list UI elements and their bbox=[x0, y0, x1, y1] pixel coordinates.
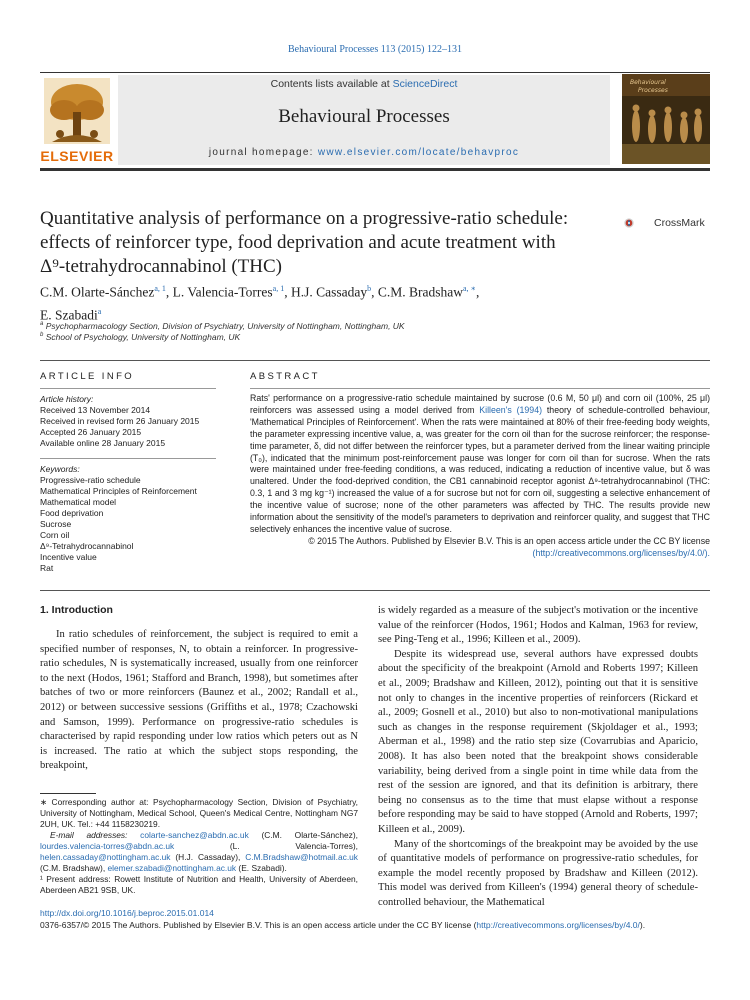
crossmark-icon[interactable] bbox=[624, 207, 654, 239]
intro-left-column bbox=[40, 628, 358, 774]
affiliation-b bbox=[40, 332, 240, 342]
email-link[interactable]: lourdes.valencia-torres@abdn.ac.uk bbox=[40, 841, 175, 851]
abstract-rule bbox=[250, 388, 710, 389]
abstract-heading: ABSTRACT bbox=[250, 371, 320, 382]
affiliation-text: Psychopharmacology Section, Division of Psychiatry, University of Nottingham, Nottingham, UK bbox=[45, 321, 405, 331]
abstract-bottom-rule bbox=[40, 590, 710, 591]
contents-prefix: Contents lists available at bbox=[270, 78, 393, 90]
history-online: Available online 28 January 2015 bbox=[40, 438, 166, 448]
author-affil-marker[interactable]: a bbox=[97, 306, 102, 316]
keyword: Δ⁹-Tetrahydrocannabinol bbox=[40, 541, 134, 551]
history-accepted: Accepted 26 January 2015 bbox=[40, 427, 142, 437]
cc-license-link[interactable]: (http://creativecommons.org/licenses/by/4.0/). bbox=[532, 547, 710, 558]
intro-paragraph: is widely regarded as a measure of the subject's motivation or the incentive value of the reinforcer (Hodos, 1961; Hodos and Kalman, 1963 for review, see Ping-Teng et al., 1996; Killeen et al., 2009). bbox=[378, 605, 698, 646]
header-rule-top bbox=[40, 72, 710, 73]
history-received: Received 13 November 2014 bbox=[40, 405, 151, 415]
author-name[interactable]: E. Szabadi bbox=[40, 307, 98, 322]
intro-right-column bbox=[378, 604, 698, 910]
keywords-label: Keywords: bbox=[40, 464, 80, 474]
title-line-3: Δ⁹-tetrahydrocannabinol (THC) bbox=[40, 256, 283, 277]
affiliation-text: School of Psychology, University of Nottingham, UK bbox=[45, 332, 241, 342]
header-separator bbox=[40, 360, 710, 361]
homepage-prefix: journal homepage: bbox=[208, 147, 318, 158]
affiliation-marker: b bbox=[40, 332, 44, 339]
issn-license-line bbox=[40, 920, 720, 930]
journal-homepage-line bbox=[118, 147, 610, 158]
email-owner: (E. Szabadi). bbox=[236, 863, 287, 873]
article-history bbox=[40, 394, 216, 449]
abstract-body bbox=[250, 393, 710, 560]
journal-citation[interactable]: Behavioural Processes 113 (2015) 122–131 bbox=[287, 44, 463, 55]
crossmark-label[interactable]: CrossMark bbox=[654, 217, 705, 229]
keywords-list bbox=[40, 464, 216, 574]
journal-cover-image[interactable] bbox=[622, 74, 710, 164]
email-link[interactable]: elemer.szabadi@nottingham.ac.uk bbox=[107, 863, 237, 873]
title-line-2: effects of reinforcer type, food deprivation and acute treatment with bbox=[40, 232, 556, 253]
author-affil-marker[interactable]: a, 1 bbox=[272, 284, 285, 293]
present-address-note: ¹ Present address: Rowett Institute of Nutrition and Health, University of Aberdeen, Aberdeen AB21 9SB, UK. bbox=[40, 874, 358, 895]
keyword: Incentive value bbox=[40, 552, 97, 562]
abstract-paragraph bbox=[250, 393, 710, 536]
intro-paragraph: In ratio schedules of reinforcement, the subject is required to emit a specified number of responses, N, to obtain a reinforcer. In progressive-ratio schedules, N is systematically increased, usually from one reinforcer to the next (Hodos, 1961; Stafford and Branch, 1998), but sometimes after batches of two or more reinforcers (Baunez et al., 2002; Randall et al., 2012) or between successive sessions (Griffiths et al., 1978; Czachowski and Samson, 1999). Performance on progressive-ratio schedules is characterised by rapid responding under low ratios which peters out as N is increased. The ratio at which the subject stops responding, the breakpoint, bbox=[40, 629, 358, 772]
author-list: C.M. Olarte-Sánchez$^{a, 1}$, L. Valencia-Torres$^{a, 1}$, H.J. Cassaday$^b$, C.M. Bradshaw$^{a, ∗}$, E. Szabadi$^a$ bbox=[40, 284, 480, 322]
article-title bbox=[40, 207, 610, 279]
author-name[interactable]: C.M. Olarte-Sánchez bbox=[40, 284, 155, 300]
contents-line bbox=[118, 78, 610, 90]
abstract-copyright: © 2015 The Authors. Published by Elsevier B.V. This is an open access article under the CC BY license bbox=[308, 535, 710, 546]
footnotes bbox=[40, 797, 358, 896]
author-affil-marker[interactable]: a, 1 bbox=[154, 284, 166, 293]
email-label: E-mail addresses: bbox=[50, 830, 141, 840]
journal-homepage-link[interactable]: www.elsevier.com/locate/behavproc bbox=[317, 147, 520, 158]
email-owner: (L. Valencia-Torres), bbox=[174, 841, 358, 851]
keyword: Mathematical Principles of Reinforcement bbox=[40, 486, 197, 496]
affiliation-marker: a bbox=[40, 321, 44, 328]
issn-text: 0376-6357/© 2015 The Authors. Published by Elsevier B.V. This is an open access article under the CC BY license ( bbox=[40, 920, 477, 930]
email-link[interactable]: C.M.Bradshaw@hotmail.ac.uk bbox=[245, 852, 358, 862]
keyword: Corn oil bbox=[40, 530, 70, 540]
doi-link[interactable]: http://dx.doi.org/10.1016/j.beproc.2015.01.014 bbox=[40, 908, 214, 918]
author-affil-marker[interactable]: a, ∗ bbox=[462, 284, 476, 293]
email-owner: (C.M. Olarte-Sánchez), bbox=[248, 830, 358, 840]
title-line-1: Quantitative analysis of performance on a progressive-ratio schedule: bbox=[40, 208, 569, 229]
keyword: Mathematical model bbox=[40, 497, 117, 507]
issn-end: ). bbox=[639, 920, 646, 930]
email-owner: (H.J. Cassaday), bbox=[170, 852, 246, 862]
svg-text:Behavioural: Behavioural bbox=[630, 79, 666, 86]
article-info-rule bbox=[40, 388, 216, 389]
keyword: Food deprivation bbox=[40, 508, 104, 518]
intro-paragraph: Despite its widespread use, several authors have expressed doubts about the specificity of the breakpoint (Arnold and Roberts 1997; Killeen et al., 2009; Bradshaw and Killeen, 2012), pointing out that it is sensitive not only to changes in the incentive properties of reinforcers (Rickard et al., 2009; Gosnell et al., 2010) but also to non-motivational manipulations such as changes in the response requirement (Skjoldager et al., 1993; Aberman et al., 1998) and the ratio step size (Covarrubias and Aparicio, 2008). It has also been noted that the breakpoint shows considerable variability, being derived from a single point in time while data from the rest of the session are ignored, and that its definition is arbitrary, there being no consensus as to the time that must elapse without a response before responding may be said to have stopped (Arnold and Roberts, 1997; Killeen et al., 2009). bbox=[378, 648, 698, 835]
email-owner: (C.M. Bradshaw), bbox=[40, 863, 108, 873]
abstract-text-part: theory of schedule-controlled behaviour, 'Mathematical Principles of Reinforcement'. When the rats were maintained at 80% of their free-feeding body weights, the parameter expressing incentive value, a, was greater for the corn oil than for the sucrose reinforcer; the response-time parameter, δ, did not differ between the reinforcer types, but a parameter derived from the linear waiting principle (T₀), indicated that the minimum post-reinforcement pause was longer for corn oil than for sucrose. When the rats were maintained under free-feeding conditions, a was reduced, indicating a reduction of incentive value, but δ was unaltered. Under the food-deprived condition, the CB1 cannabinoid receptor agonist Δ⁹-tetrahydrocannabinol (THC: 0.3, 1 and 3 mg kg⁻¹) increased the value of a for sucrose but not for corn oil, suggesting a selective enhancement of the incentive value of sucrose; none of the other parameters was affected by THC. The results provide new information about the sensitivity of the model's parameters to deprivation and reinforcer quality, and suggest that THC selectively enhances the incentive value of sucrose. bbox=[250, 404, 710, 534]
abstract-citation-link[interactable]: Killeen's (1994) bbox=[479, 404, 543, 415]
keywords-rule bbox=[40, 458, 216, 459]
journal-name: Behavioural Processes bbox=[278, 106, 450, 127]
keyword: Rat bbox=[40, 563, 54, 573]
corresponding-author-note: ∗ Corresponding author at: Psychopharmacology Section, Division of Psychiatry, University of Nottingham, Medical School, Queen's Medical Centre, Nottingham NG7 2UH, UK. Tel.: +44 1158230219. bbox=[40, 797, 358, 829]
email-link[interactable]: helen.cassaday@nottingham.ac.uk bbox=[40, 852, 171, 862]
sciencedirect-link[interactable]: ScienceDirect bbox=[392, 78, 458, 90]
cc-license-bottom-link[interactable]: http://creativecommons.org/licenses/by/4.0/ bbox=[476, 920, 640, 930]
affiliation-a bbox=[40, 321, 405, 331]
author-name[interactable]: L. Valencia-Torres bbox=[172, 284, 273, 300]
abstract-text-part: Rats' performance on a progressive-ratio schedule maintained by sucrose (0.6 M, 50 μl) and corn oil (100%, 25 μl) reinforcers was assessed using a model derived from bbox=[250, 393, 710, 415]
email-addresses bbox=[40, 830, 358, 874]
email-link[interactable]: colarte-sanchez@abdn.ac.uk bbox=[140, 830, 249, 840]
author-affil-marker[interactable]: b bbox=[367, 284, 372, 293]
history-revised: Received in revised form 26 January 2015 bbox=[40, 416, 200, 426]
footnote-rule bbox=[40, 793, 96, 794]
author-name[interactable]: C.M. Bradshaw bbox=[377, 284, 463, 300]
keyword: Sucrose bbox=[40, 519, 72, 529]
svg-text:Processes: Processes bbox=[638, 87, 668, 94]
article-info-heading: ARTICLE INFO bbox=[40, 371, 135, 382]
keyword: Progressive-ratio schedule bbox=[40, 475, 141, 485]
intro-paragraph: Many of the shortcomings of the breakpoint may be avoided by the use of quantitative models of performance on progressive-ratio schedules, for example the model recently proposed by Bradshaw and Killeen (2012). This model was derived from Killeen's (1994) general theory of schedule-controlled behaviour, the Mathematical bbox=[378, 838, 698, 908]
author-name[interactable]: H.J. Cassaday bbox=[290, 284, 368, 300]
section-heading-introduction: 1. Introduction bbox=[40, 604, 113, 616]
history-label: Article history: bbox=[40, 394, 94, 404]
header-rule-bottom bbox=[40, 168, 710, 171]
elsevier-logo-text: ELSEVIER bbox=[40, 148, 114, 164]
